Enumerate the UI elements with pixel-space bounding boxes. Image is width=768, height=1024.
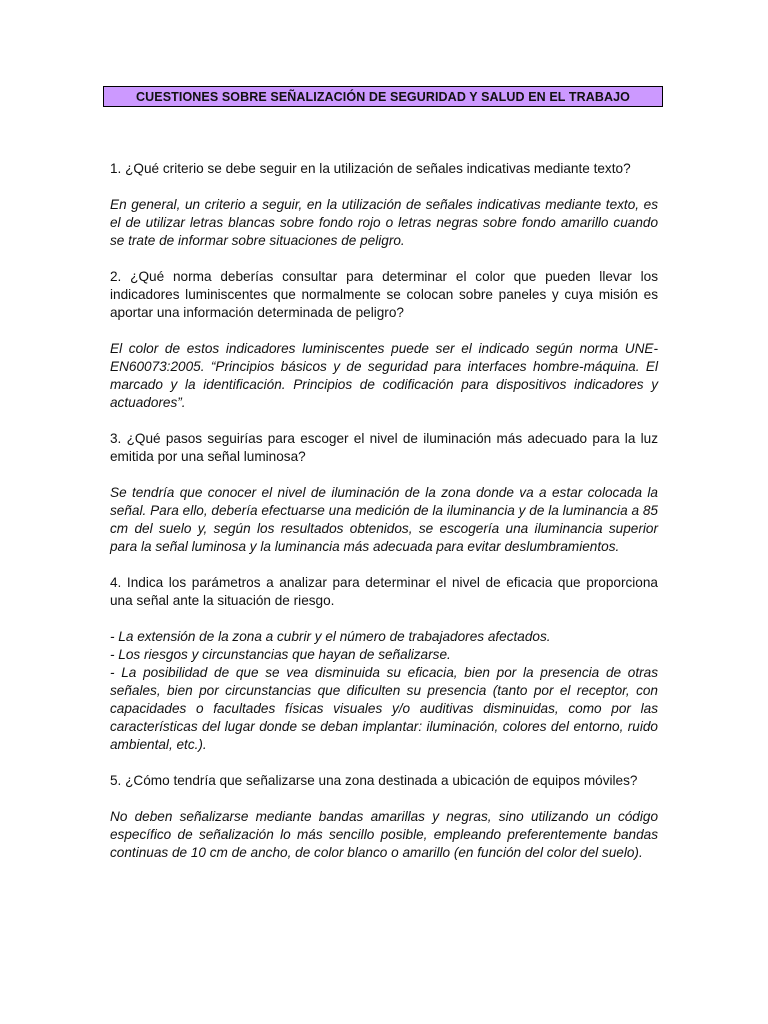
answer-4-item: - La extensión de la zona a cubrir y el número de trabajadores afectados. [110, 629, 551, 644]
document-title-box [103, 86, 663, 107]
answer-3: Se tendría que conocer el nivel de iluminación de la zona donde va a estar colocada la señal. Para ello, debería efectuarse una medición de la iluminancia y de la luminancia a 85 cm del suelo y, según los resultados obtenidos, se escogería una iluminancia superior para la señal luminosa y la luminancia más adecuada para evitar deslumbramientos. [110, 485, 658, 554]
question-5: 5. ¿Cómo tendría que señalizarse una zona destinada a ubicación de equipos móviles? [110, 773, 638, 788]
answer-1: En general, un criterio a seguir, en la utilización de señales indicativas mediante texto, es el de utilizar letras blancas sobre fondo rojo o letras negras sobre fondo amarillo cuando se trate de informar sobre situaciones de peligro. [110, 197, 658, 248]
question-3: 3. ¿Qué pasos seguirías para escoger el nivel de iluminación más adecuado para la luz emitida por una señal luminosa? [110, 431, 658, 464]
question-2: 2. ¿Qué norma deberías consultar para determinar el color que pueden llevar los indicadores luminiscentes que normalmente se colocan sobre paneles y cuya misión es aportar una información determinada de peligro? [110, 269, 658, 320]
question-1: 1. ¿Qué criterio se debe seguir en la utilización de señales indicativas mediante texto? [110, 161, 631, 176]
document-title: CUESTIONES SOBRE SEÑALIZACIÓN DE SEGURIDAD Y SALUD EN EL TRABAJO [136, 89, 630, 104]
answer-4-item: - La posibilidad de que se vea disminuida su eficacia, bien por la presencia de otras señales, bien por circunstancias que dificulten su presencia (tanto por el receptor, con capacidades o facultades físicas visuales y/o auditivas disminuidas, como por las características del lugar donde se deban implantar: iluminación, colores del entorno, ruido ambiental, etc.). [110, 665, 658, 752]
document-body [110, 160, 658, 880]
answer-4-list [110, 628, 658, 754]
answer-4-item: - Los riesgos y circunstancias que hayan de señalizarse. [110, 647, 451, 662]
question-4: 4. Indica los parámetros a analizar para determinar el nivel de eficacia que proporciona una señal ante la situación de riesgo. [110, 575, 658, 608]
answer-5: No deben señalizarse mediante bandas amarillas y negras, sino utilizando un código específico de señalización lo más sencillo posible, empleando preferentemente bandas continuas de 10 cm de ancho, de color blanco o amarillo (en función del color del suelo). [110, 809, 658, 860]
answer-2: El color de estos indicadores luminiscentes puede ser el indicado según norma UNE-EN60073:2005. “Principios básicos y de seguridad para interfaces hombre-máquina. El marcado y la identificación. Principios de codificación para dispositivos indicadores y actuadores”. [110, 341, 658, 410]
